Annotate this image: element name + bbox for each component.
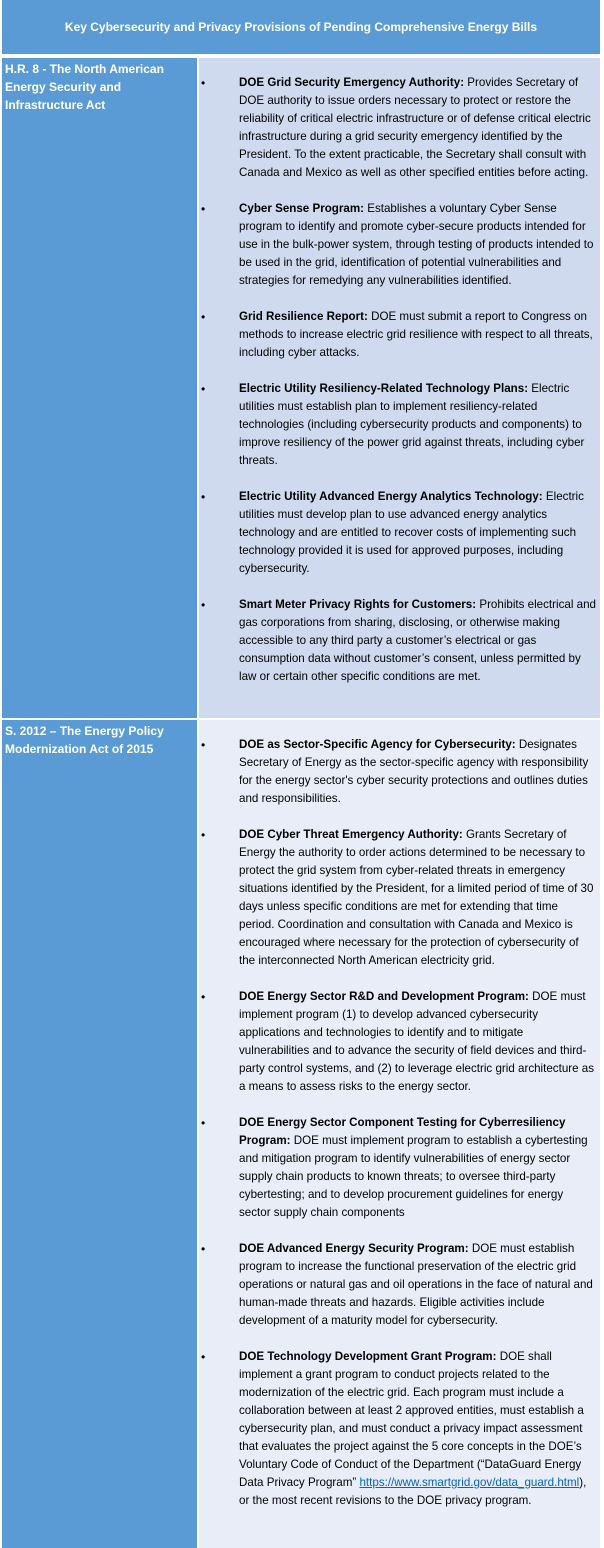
provision-title: DOE as Sector-Specific Agency for Cybersecurity:	[239, 738, 516, 751]
bullet-icon: •	[201, 738, 206, 752]
bullet-icon: •	[201, 598, 206, 612]
provision-title: DOE Advanced Energy Security Program:	[239, 1242, 469, 1255]
provision-text: Prohibits electrical and gas corporations from sharing, disclosing, or otherwise making accessible to any third party a customer’s electrical or gas consumption data without customer’s consent, unless permitted by law or certain other specific conditions are met.	[239, 598, 596, 683]
provisions-list	[199, 720, 600, 1548]
provision-text: Establishes a voluntary Cyber Sense program to identify and promote cyber-secure products intended for use in the bulk-power system, through testing of products intended to be used in the grid, identification of potential vulnerabilities and strategies for remedying any vulnerabilities identified.	[239, 202, 594, 287]
bullet-icon: •	[201, 310, 206, 324]
provision-title: DOE Energy Sector R&D and Development Program:	[239, 990, 529, 1003]
provision-text: DOE shall implement a grant program to conduct projects related to the modernization of the electric grid. Each program must include a collaboration between at least 2 approved entities, must establish a cybersecurity plan, and must conduct a privacy impact assessment that evaluates the project against the 5 core concepts in the DOE’s Voluntary Code of Conduct of the Department (“DataGuard Energy Data Privacy Program”	[239, 1350, 584, 1489]
provision-text-after: ), or the most recent revisions to the DOE privacy program.	[239, 1476, 587, 1507]
provision-title: DOE Cyber Threat Emergency Authority:	[239, 828, 463, 841]
bullet-icon: •	[201, 828, 206, 842]
provisions-list	[199, 58, 600, 718]
provision-text: Electric utilities must develop plan to use advanced energy analytics technology and are entitled to recover costs of implementing such technology provided it is used for approved purposes, including cybersecurity.	[239, 490, 584, 575]
table-header: Key Cybersecurity and Privacy Provisions of Pending Comprehensive Energy Bills	[2, 0, 600, 56]
bullet-icon: •	[201, 1242, 206, 1256]
dataguard-link[interactable]: https://www.smartgrid.gov/data_guard.html	[359, 1476, 580, 1489]
provision-title: DOE Energy Sector Component Testing for Cyberresiliency Program:	[239, 1116, 566, 1147]
provision-title: Cyber Sense Program:	[239, 202, 365, 215]
list-item	[199, 488, 596, 578]
provision-text: DOE must implement program (1) to develop advanced cybersecurity applications and technologies to identify and to mitigate vulnerabilities and to advance the security of field devices and third-party control systems, and (2) to leverage electric grid architecture as a means to assess risks to the energy sector.	[239, 990, 595, 1093]
provision-text: Designates Secretary of Energy as the sector-specific agency with responsibility for the energy sector's cyber security protections and outlines duties and responsibilities.	[239, 738, 589, 805]
bullet-icon: •	[201, 490, 206, 504]
bill-label: S. 2012 – The Energy Policy Modernization Act of 2015	[2, 720, 197, 1548]
provision-title: DOE Technology Development Grant Program:	[239, 1350, 497, 1363]
provision-title: Grid Resilience Report:	[239, 310, 368, 323]
list-item	[199, 308, 596, 362]
list-item	[199, 596, 596, 686]
provision-text: DOE must establish program to increase the functional preservation of the electric grid operations or natural gas and oil operations in the face of natural and human-made threats and hazards. Eligible activities include development of a maturity model for cybersecurity.	[239, 1242, 593, 1327]
provision-title: Electric Utility Advanced Energy Analytics Technology:	[239, 490, 543, 503]
bullet-icon: •	[201, 990, 206, 1004]
provisions-table	[2, 0, 600, 1548]
provision-title: Smart Meter Privacy Rights for Customers:	[239, 598, 477, 611]
provision-text: Grants Secretary of Energy the authority to order actions determined to be necessary to protect the grid system from cyber-related threats in emergency situations identified by the President, for a limited period of time of 30 days unless specific conditions are met for extending that time period. Coordination and consultation with Canada and Mexico is encouraged where necessary for the protection of cybersecurity of the interconnected North American electricity grid.	[239, 828, 594, 967]
provision-text: DOE must submit a report to Congress on methods to increase electric grid resilience with respect to all threats, including cyber attacks.	[239, 310, 593, 359]
list-item	[199, 380, 596, 470]
provision-text: Electric utilities must establish plan to implement resiliency-related technologies (including cybersecurity products and components) to improve resiliency of the power grid against threats, including cyber threats.	[239, 382, 585, 467]
list-item	[199, 200, 596, 290]
list-item	[199, 1114, 596, 1222]
list-item	[199, 1348, 596, 1510]
bill-label: H.R. 8 - The North American Energy Security and Infrastructure Act	[2, 58, 197, 718]
bullet-icon: •	[201, 382, 206, 396]
list-item	[199, 826, 596, 970]
bullet-icon: •	[201, 202, 206, 216]
list-item	[199, 1240, 596, 1330]
bullet-icon: •	[201, 76, 206, 90]
provision-text: Provides Secretary of DOE authority to issue orders necessary to protect or restore the reliability of critical electric infrastructure or of defense critical electric infrastructure during a grid security emergency identified by the President. To the extent practicable, the Secretary shall consult with Canada and Mexico as well as other specified entities before acting.	[239, 76, 591, 179]
list-item	[199, 736, 596, 808]
bill-row-s2012	[2, 720, 600, 1548]
bullet-icon: •	[201, 1350, 206, 1364]
list-item	[199, 74, 596, 182]
provision-title: DOE Grid Security Emergency Authority:	[239, 76, 465, 89]
list-item	[199, 988, 596, 1096]
bullet-icon: •	[201, 1116, 206, 1130]
provision-text: DOE must implement program to establish a cybertesting and mitigation program to identify vulnerabilities of energy sector supply chain products to known threats; to oversee third-party cybertesting; and to develop procurement guidelines for energy sector supply chain components	[239, 1134, 588, 1219]
bill-row-hr8	[2, 58, 600, 718]
provision-title: Electric Utility Resiliency-Related Technology Plans:	[239, 382, 529, 395]
